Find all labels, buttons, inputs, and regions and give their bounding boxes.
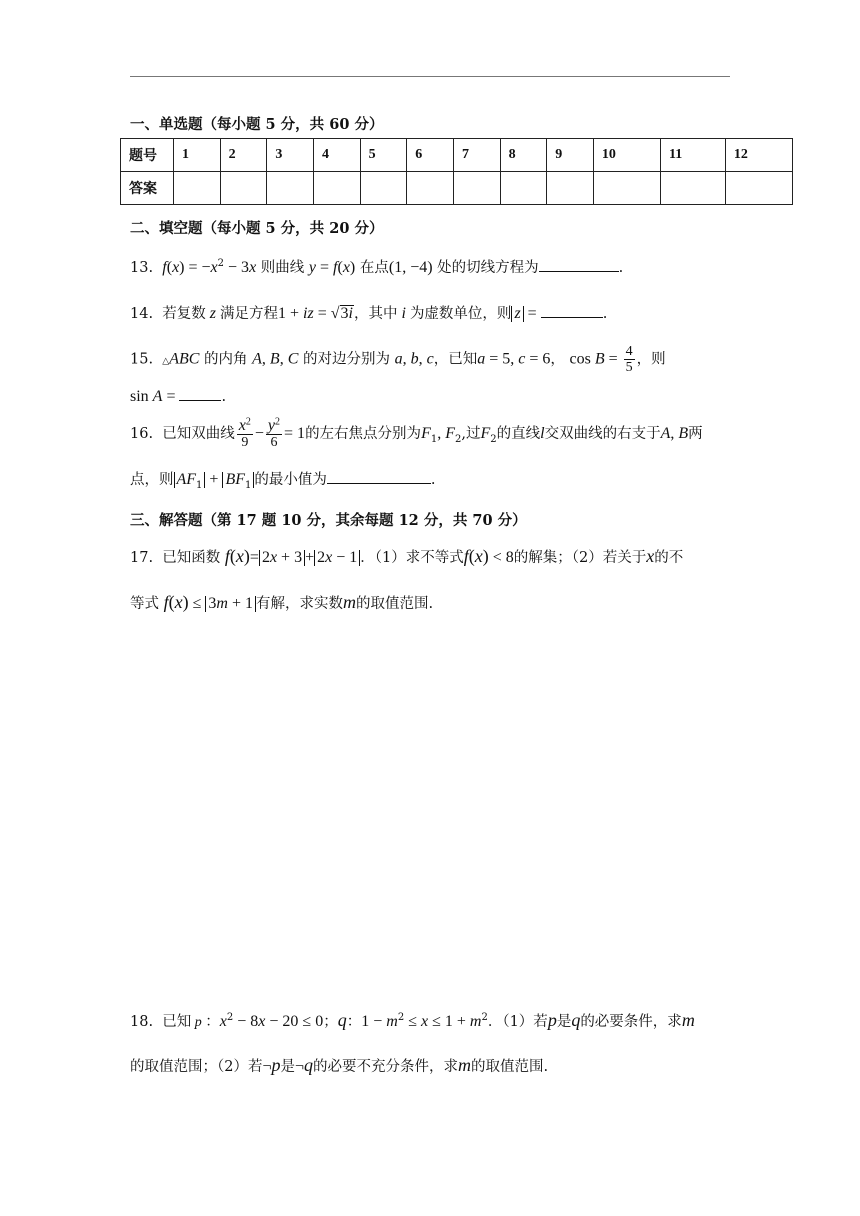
table-answer-label: 答案	[121, 172, 174, 205]
question-number-cell: 11	[660, 139, 725, 172]
question-number-cell: 8	[500, 139, 547, 172]
question-15: 15. △ABC 的内角 A, B, C 的对边分别为 a, b, c，已知a = 5, c = 6， cos B = $\frac{4}{5}$ ，则	[130, 344, 666, 375]
answer-cell[interactable]	[267, 172, 314, 205]
answer-cell[interactable]	[174, 172, 221, 205]
question-number-cell: 4	[313, 139, 360, 172]
question-number: 18.	[130, 1014, 154, 1030]
question-15-line-2: sin A = .	[130, 388, 227, 405]
question-number-cell: 1	[174, 139, 221, 172]
question-18-line-2: 的取值范围；（2）若¬p是¬q的必要不充分条件，求m的取值范围.	[130, 1055, 549, 1075]
answer-cell[interactable]	[220, 172, 267, 205]
question-number: 16.	[130, 426, 154, 442]
question-13: 13. $f(x) = -x^2 - 3x$ 则曲线 y = f(x) 在点(1, −4) 处的切线方程为 .	[130, 258, 624, 276]
question-number-cell: 9	[547, 139, 594, 172]
question-number: 17.	[130, 550, 154, 566]
answer-cell[interactable]	[407, 172, 454, 205]
question-number: 13.	[130, 260, 154, 276]
header-rule	[130, 76, 730, 77]
section-2-title: 二、填空题（每小题 5 分，共 20 分）	[130, 220, 384, 237]
question-number: 15.	[130, 351, 154, 368]
question-number-cell: 2	[220, 139, 267, 172]
question-16-line-2: 点，则 $AF_1 + BF_1$ 的最小值为 .	[130, 471, 436, 491]
question-number-cell: 12	[725, 139, 792, 172]
section-1-title: 一、单选题（每小题 5 分，共 60 分）	[130, 116, 384, 133]
table-row	[121, 172, 793, 205]
answer-table	[120, 138, 793, 205]
question-number-cell: 10	[593, 139, 660, 172]
answer-blank[interactable]	[327, 469, 431, 484]
table-header-label: 题号	[121, 139, 174, 172]
question-17: 17. 已知函数 f(x)= 2x + 3 + 2x − 1 ．（1）求不等式f(x) < 8的解集；（2）若关于x的不	[130, 546, 684, 566]
question-number: 14.	[130, 306, 154, 322]
answer-blank[interactable]	[539, 257, 619, 272]
answer-cell[interactable]	[547, 172, 594, 205]
answer-cell[interactable]	[313, 172, 360, 205]
question-18: 18. 已知 p ：$x^2 - 8x - 20 \le 0$；q：$1 - m^2 \le x \le 1 + m^2$．（1）若p是q的必要条件，求m	[130, 1010, 695, 1030]
answer-cell[interactable]	[453, 172, 500, 205]
question-16: 16. 已知双曲线 $\frac{x^2}{9}$ − $\frac{y^2}{6}$ = 1的左右焦点分别为$F_1$, $F_2$,过$F_2$的直线l交双曲线的右支于A, B两	[130, 416, 703, 450]
question-number-cell: 3	[267, 139, 314, 172]
answer-cell[interactable]	[593, 172, 660, 205]
answer-cell[interactable]	[360, 172, 407, 205]
answer-cell[interactable]	[725, 172, 792, 205]
table-row	[121, 139, 793, 172]
answer-blank[interactable]	[541, 303, 603, 318]
question-17-line-2: 等式 f(x) ≤ 3m + 1 有解，求实数m的取值范围.	[130, 592, 434, 612]
answer-blank[interactable]	[179, 386, 221, 401]
question-number-cell: 5	[360, 139, 407, 172]
answer-cell[interactable]	[660, 172, 725, 205]
question-number-cell: 7	[453, 139, 500, 172]
section-3-title: 三、解答题（第 17 题 10 分，其余每题 12 分，共 70 分）	[130, 512, 527, 529]
question-number-cell: 6	[407, 139, 454, 172]
answer-cell[interactable]	[500, 172, 547, 205]
question-14: 14. 若复数 z 满足方程1 + iz = √3i，其中 i 为虚数单位，则 z = .	[130, 305, 608, 322]
